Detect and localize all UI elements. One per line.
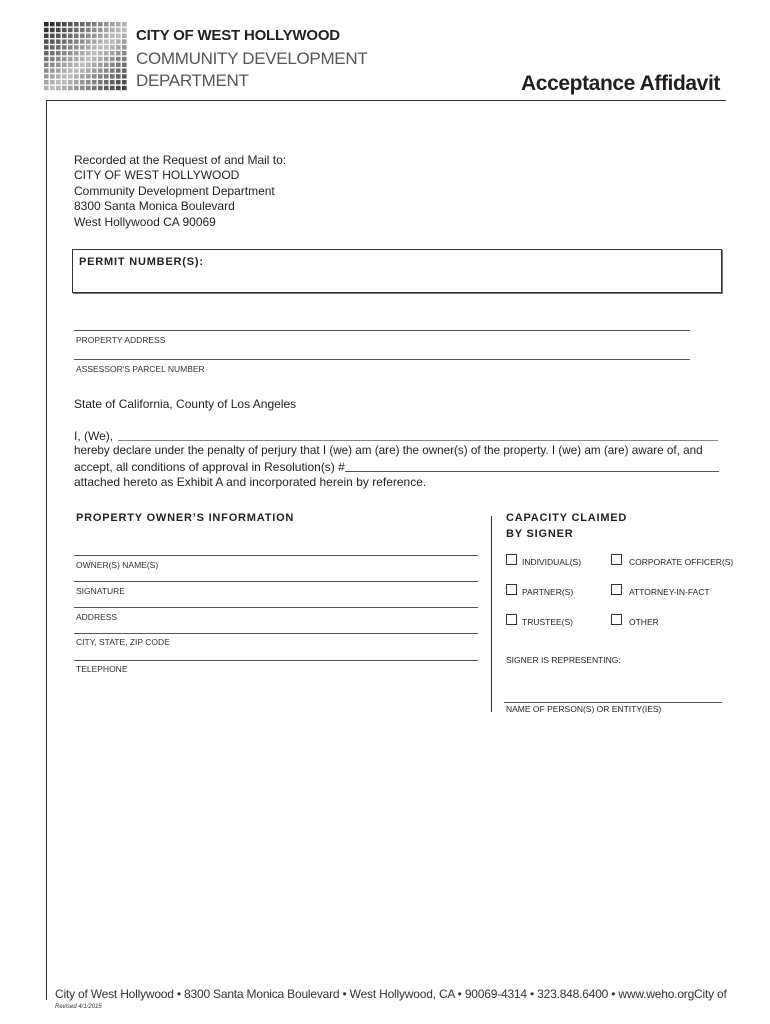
declaration-line-1: hereby declare under the penalty of perjury that I (we) am (are) the owner(s) of the property. I (we) am (are) aware of, and bbox=[74, 444, 703, 457]
signature-line[interactable] bbox=[74, 581, 478, 582]
department-name-line1: COMMUNITY DEVELOPMENT bbox=[136, 49, 368, 68]
footer-contact: City of West Hollywood • 8300 Santa Monica Boulevard • West Hollywood, CA • 90069-4314 • 323.848.6400 • www.weho.orgCity of bbox=[55, 987, 727, 1001]
state-county-line: State of California, County of Los Angeles bbox=[74, 397, 297, 411]
owner-name-label: OWNER(S) NAME(S) bbox=[76, 560, 159, 570]
frame-top-rule bbox=[46, 100, 726, 101]
permit-number-field[interactable] bbox=[72, 249, 722, 293]
entity-name-line[interactable] bbox=[504, 702, 722, 703]
city-logo bbox=[44, 22, 128, 92]
owner-info-heading: PROPERTY OWNER’S INFORMATION bbox=[76, 512, 295, 524]
attorney-in-fact-checkbox[interactable] bbox=[611, 584, 622, 595]
corporate-officer-checkbox[interactable] bbox=[611, 554, 622, 565]
city-state-zip-line[interactable] bbox=[74, 633, 478, 634]
partner-label: PARTNER(S) bbox=[522, 587, 574, 597]
telephone-label: TELEPHONE bbox=[76, 664, 128, 674]
entity-name-label: NAME OF PERSON(S) OR ENTITY(IES) bbox=[506, 704, 662, 714]
other-label: OTHER bbox=[629, 617, 659, 627]
city-state-zip-label: CITY, STATE, ZIP CODE bbox=[76, 637, 170, 647]
owner-name-blank[interactable] bbox=[118, 440, 718, 441]
signer-representing-label: SIGNER IS REPRESENTING: bbox=[506, 655, 621, 665]
property-address-line[interactable] bbox=[74, 330, 690, 331]
partner-checkbox[interactable] bbox=[506, 584, 517, 595]
attorney-in-fact-label: ATTORNEY-IN-FACT bbox=[629, 587, 710, 597]
declaration-line-3: attached hereto as Exhibit A and incorporated herein by reference. bbox=[74, 475, 427, 489]
individual-checkbox[interactable] bbox=[506, 554, 517, 565]
recorded-line-5: West Hollywood CA 90069 bbox=[74, 215, 216, 229]
property-address-label: PROPERTY ADDRESS bbox=[76, 335, 166, 345]
document-title: Acceptance Affidavit bbox=[521, 72, 720, 95]
capacity-heading-line1: CAPACITY CLAIMED bbox=[506, 512, 628, 524]
parcel-number-line[interactable] bbox=[74, 359, 690, 360]
resolution-number-blank[interactable] bbox=[345, 471, 719, 472]
owner-name-line[interactable] bbox=[74, 555, 478, 556]
revised-date: Revised 4/1/2015 bbox=[55, 1004, 102, 1010]
address-line[interactable] bbox=[74, 607, 478, 608]
telephone-line[interactable] bbox=[74, 660, 478, 661]
capacity-heading-line2: BY SIGNER bbox=[506, 528, 574, 540]
permit-number-label: PERMIT NUMBER(S): bbox=[79, 256, 204, 268]
declaration-line-2: accept, all conditions of approval in Resolution(s) # bbox=[74, 460, 345, 474]
department-name-line2: DEPARTMENT bbox=[136, 71, 249, 90]
trustee-checkbox[interactable] bbox=[506, 614, 517, 625]
we-prefix: I, (We), bbox=[74, 429, 114, 443]
corporate-officer-label: CORPORATE OFFICER(S) bbox=[629, 557, 734, 567]
individual-label: INDIVIDUAL(S) bbox=[522, 557, 582, 567]
address-label: ADDRESS bbox=[76, 612, 118, 622]
signature-label: SIGNATURE bbox=[76, 586, 125, 596]
recorded-line-2: CITY OF WEST HOLLYWOOD bbox=[74, 168, 240, 182]
other-checkbox[interactable] bbox=[611, 614, 622, 625]
recorded-line-1: Recorded at the Request of and Mail to: bbox=[74, 153, 287, 167]
org-name: CITY OF WEST HOLLYWOOD bbox=[136, 27, 340, 44]
parcel-number-label: ASSESSOR'S PARCEL NUMBER bbox=[76, 364, 205, 374]
frame-left-rule bbox=[46, 100, 47, 1000]
section-divider bbox=[491, 516, 492, 712]
recorded-line-4: 8300 Santa Monica Boulevard bbox=[74, 199, 235, 213]
recorded-line-3: Community Development Department bbox=[74, 184, 275, 198]
trustee-label: TRUSTEE(S) bbox=[522, 617, 573, 627]
